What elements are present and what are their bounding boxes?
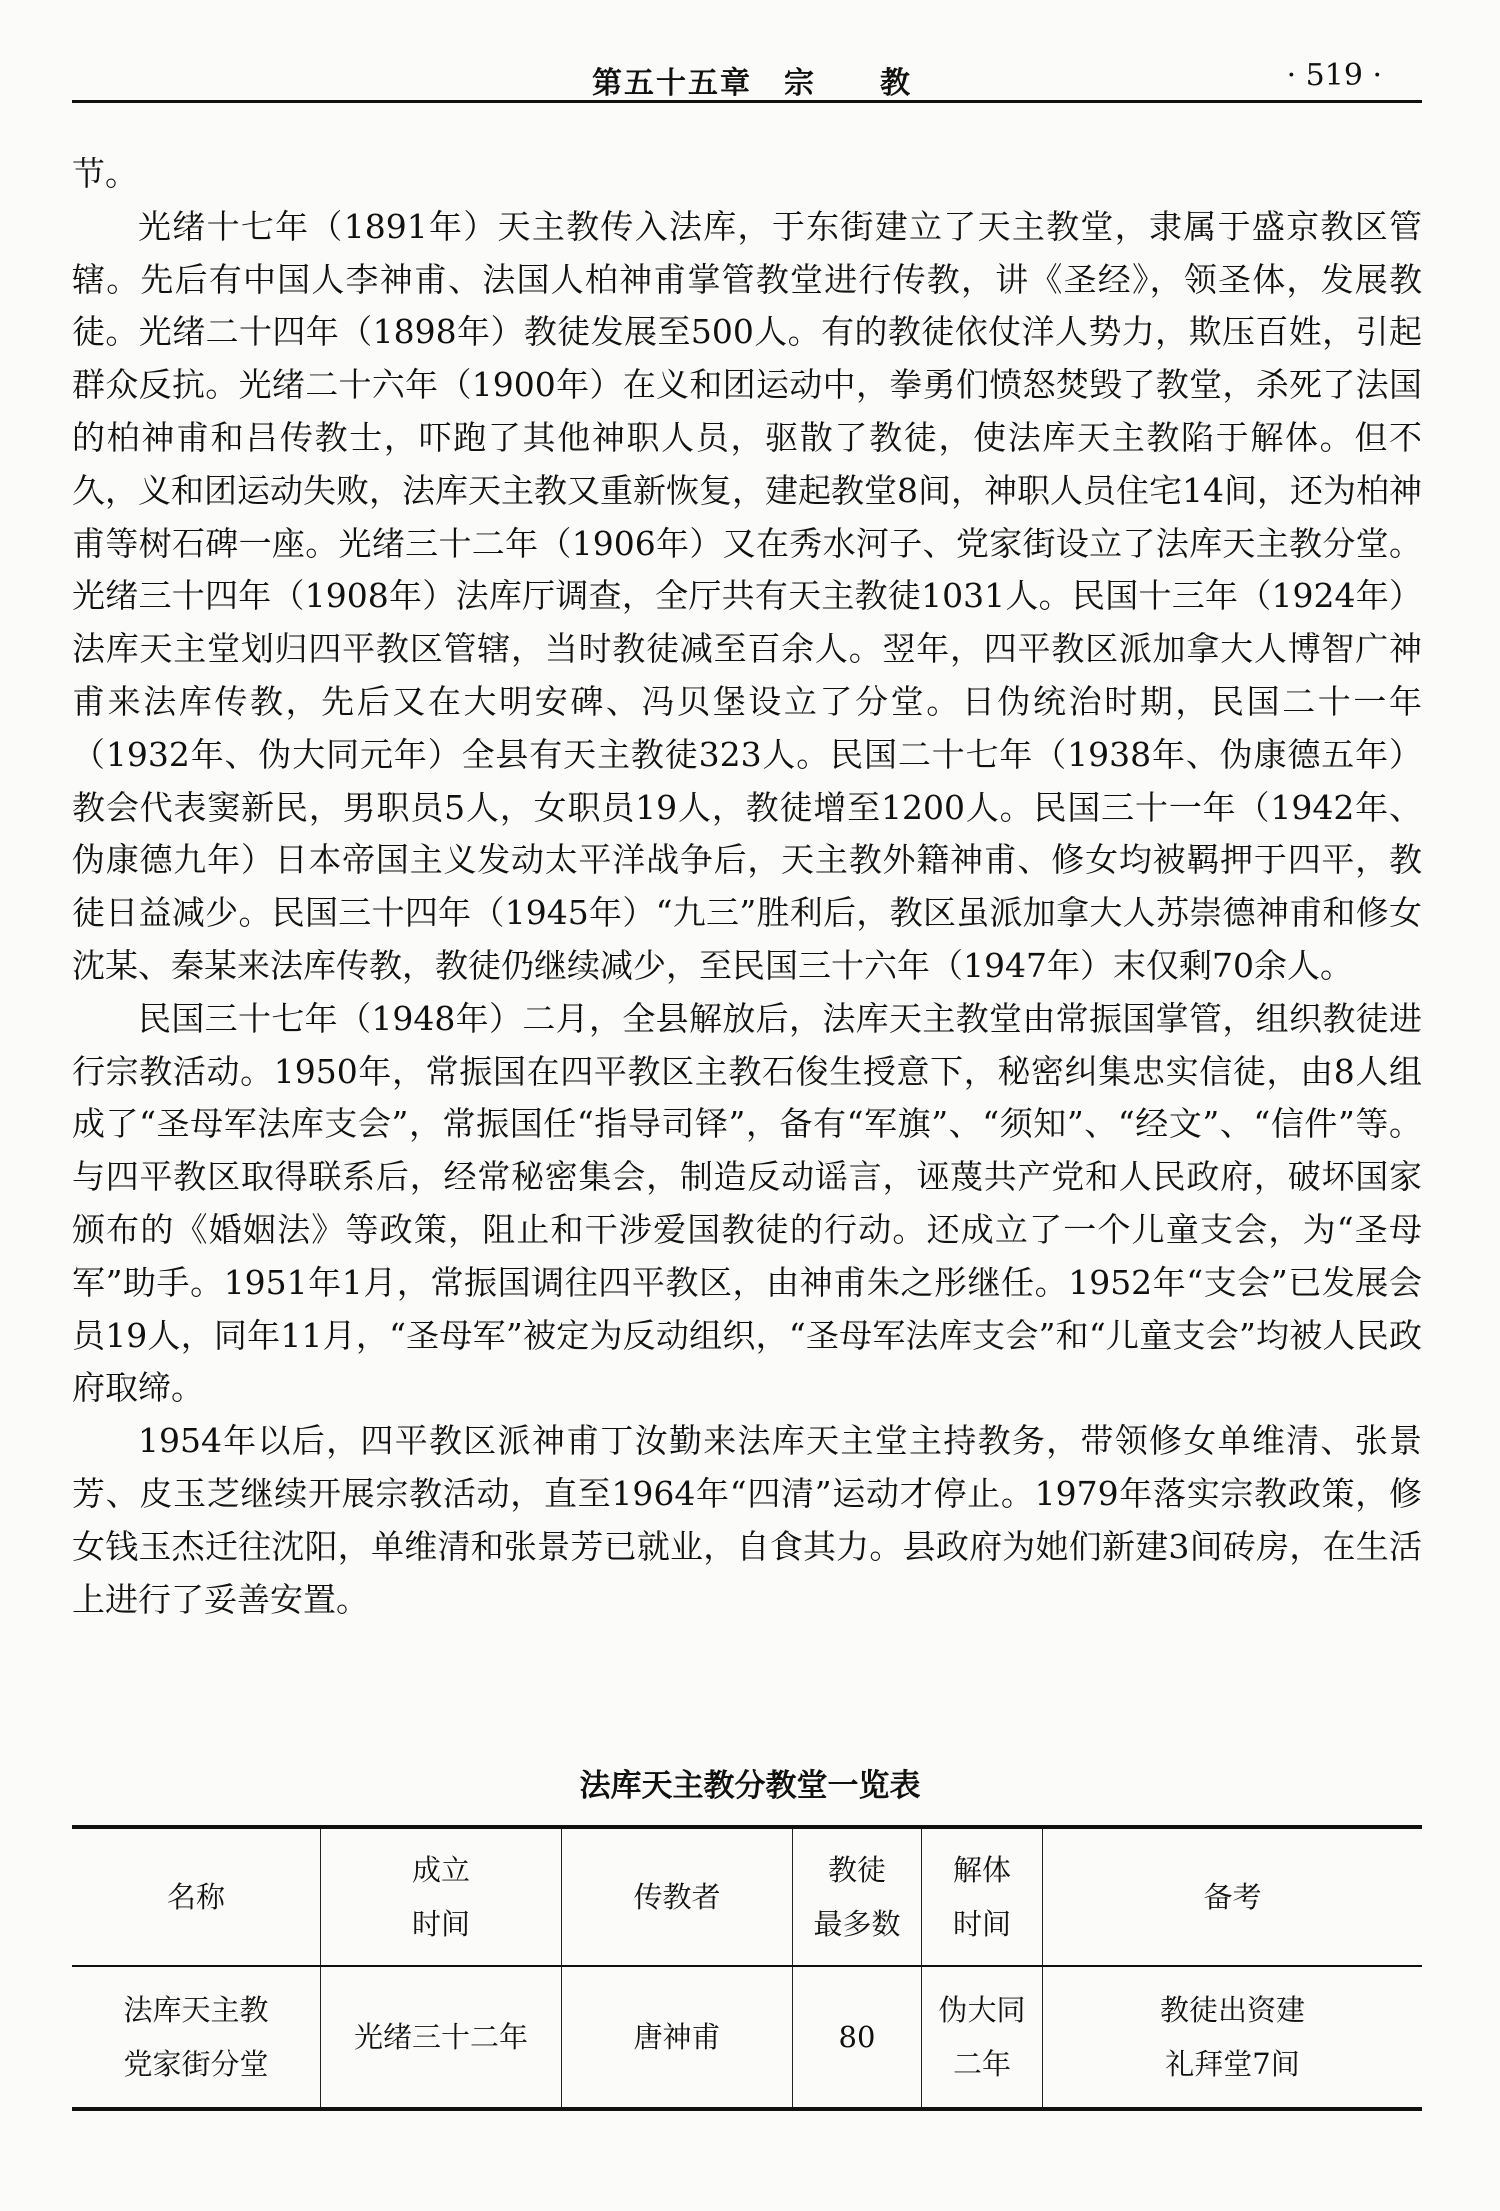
cell-name: 法库天主教 党家街分堂 — [72, 1966, 321, 2109]
paragraph: 1954年以后，四平教区派神甫丁汝勤来法库天主堂主持教务，带领修女单维清、张景芳、皮玉芝继续开展宗教活动，直至1964年“四清”运动才停止。1979年落实宗教政策，修女钱玉杰迁往沈阳，单维清和张景芳已就业，自食其力。县政府为她们新建3间砖房，在生活上进行了妥善安置。 — [72, 1421, 1422, 1619]
table-title: 法库天主教分教堂一览表 — [579, 1768, 921, 1804]
cell-remarks: 教徒出资建 礼拜堂7间 — [1043, 1966, 1423, 2109]
header-remarks: 备考 — [1043, 1827, 1423, 1966]
paragraph: 民国三十七年（1948年）二月，全县解放后，法库天主教堂由常振国掌管，组织教徒进行宗教活动。1950年，常振国在四平教区主教石俊生授意下，秘密纠集忠实信徒，由8人组成了“圣母军法库支会”，常振国任“指导司铎”，备有“军旗”、“须知”、“经文”、“信件”等。与四平教区取得联系后，经常秘密集会，制造反动谣言，诬蔑共产党和人民政府，破坏国家颁布的《婚姻法》等政策，阻止和干涉爱国教徒的行动。还成立了一个儿童支会，为“圣母军”助手。1951年1月，常振国调往四平教区，由神甫朱之彤继任。1952年“支会”已发展会员19人，同年11月，“圣母军”被定为反动组织，“圣母军法库支会”和“儿童支会”均被人民政府取缔。 — [72, 998, 1422, 1408]
chapter-title: 第五十五章 宗 教 — [592, 66, 912, 101]
branch-church-table — [72, 1825, 1422, 2111]
page-number: · 519 · — [1286, 58, 1382, 93]
table-row — [72, 1966, 1422, 2109]
cell-missionary: 唐神甫 — [562, 1966, 793, 2109]
header-founded: 成立 时间 — [321, 1827, 562, 1966]
table-header-row — [72, 1827, 1422, 1966]
cell-max-followers: 80 — [793, 1966, 922, 2109]
cell-founded: 光绪三十二年 — [321, 1966, 562, 2109]
body-text — [72, 148, 1422, 1626]
cell-dissolved: 伪大同 二年 — [922, 1966, 1043, 2109]
header-missionary: 传教者 — [562, 1827, 793, 1966]
header-name: 名称 — [72, 1827, 321, 1966]
header-dissolved: 解体 时间 — [922, 1827, 1043, 1966]
page-header — [72, 38, 1422, 103]
paragraph: 光绪十七年（1891年）天主教传入法库，于东街建立了天主教堂，隶属于盛京教区管辖。先后有中国人李神甫、法国人柏神甫掌管教堂进行传教，讲《圣经》，领圣体，发展教徒。光绪二十四年（1898年）教徒发展至500人。有的教徒依仗洋人势力，欺压百姓，引起群众反抗。光绪二十六年（1900年）在义和团运动中，拳勇们愤怒焚毁了教堂，杀死了法国的柏神甫和吕传教士，吓跑了其他神职人员，驱散了教徒，使法库天主教陷于解体。但不久，义和团运动失败，法库天主教又重新恢复，建起教堂8间，神职人员住宅14间，还为柏神甫等树石碑一座。光绪三十二年（1906年）又在秀水河子、党家街设立了法库天主教分堂。光绪三十四年（1908年）法库厅调查，全厅共有天主教徒1031人。民国十三年（1924年）法库天主堂划归四平教区管辖，当时教徒减至百余人。翌年，四平教区派加拿大人博智广神甫来法库传教，先后又在大明安碑、冯贝堡设立了分堂。日伪统治时期，民国二十一年（1932年、伪大同元年）全县有天主教徒323人。民国二十七年（1938年、伪康德五年）教会代表窦新民，男职员5人，女职员19人，教徒增至1200人。民国三十一年（1942年、伪康德九年）日本帝国主义发动太平洋战争后，天主教外籍神甫、修女均被羁押于四平，教徒日益减少。民国三十四年（1945年）“九三”胜利后，教区虽派加拿大人苏崇德神甫和修女沈某、秦某来法库传教，教徒仍继续减少，至民国三十六年（1947年）末仅剩70余人。 — [72, 206, 1422, 985]
header-max-followers: 教徒 最多数 — [793, 1827, 922, 1966]
paragraph: 节。 — [72, 154, 138, 193]
